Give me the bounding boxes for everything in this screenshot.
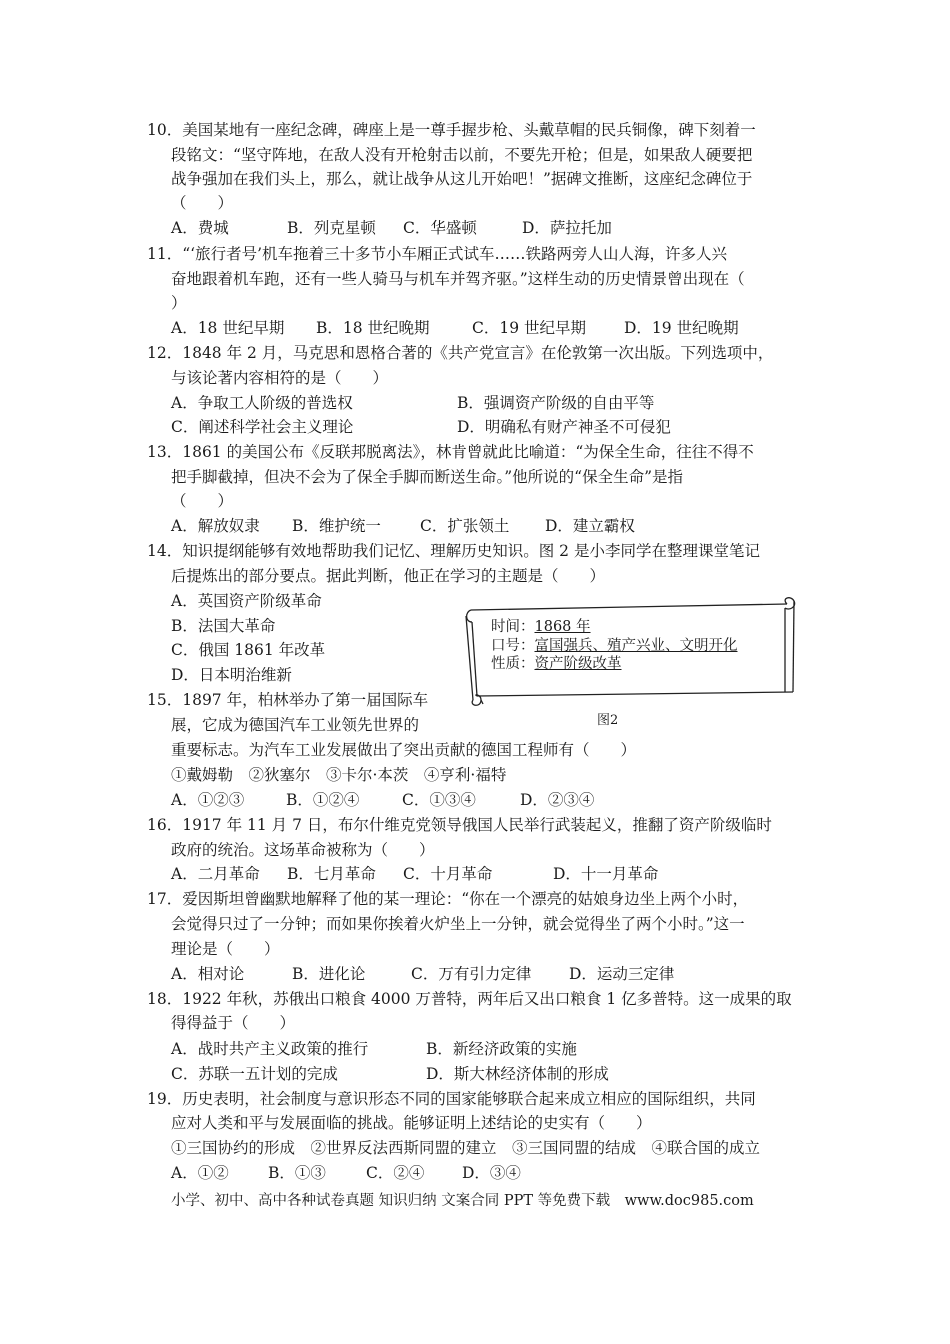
q11-option-c: C．19 世纪早期	[472, 319, 587, 337]
q12-option-b: B．强调资产阶级的自由平等	[457, 394, 655, 412]
q19-option-d: D．③④	[462, 1164, 521, 1182]
q11-option-a: A．18 世纪早期	[171, 319, 285, 337]
q15-line-1: 15．1897 年，柏林举办了第一届国际车	[147, 691, 429, 709]
q14-option-a: A．英国资产阶级革命	[171, 592, 322, 610]
q15-option-c: C．①③④	[402, 791, 476, 809]
figure-2-caption: 图2	[597, 713, 619, 728]
q18-line-2: 得得益于（ ）	[171, 1014, 296, 1032]
q15-option-a: A．①②③	[171, 791, 245, 809]
q14-option-b: B．法国大革命	[171, 617, 276, 635]
q13-line-2: 把手脚截掉，但决不会为了保全手脚而断送生命。”他所说的“保全生命”是指	[171, 468, 684, 486]
q10-option-a: A．费城	[171, 219, 229, 237]
q11-option-b: B．18 世纪晚期	[316, 319, 430, 337]
q14-line-1: 14．知识提纲能够有效地帮助我们记忆、理解历史知识。图 2 是小李同学在整理课堂笔记	[147, 542, 760, 560]
q17-line-1: 17．爱因斯坦曾幽默地解释了他的某一理论：“你在一个漂亮的姑娘身边坐上两个小时，	[147, 890, 749, 908]
q12-option-d: D．明确私有财产神圣不可侵犯	[457, 418, 671, 436]
q13-line-1: 13．1861 的美国公布《反联邦脱离法》，林肯曾就此比喻道：“为保全生命，往往不得不	[147, 443, 754, 461]
q12-option-a: A．争取工人阶级的普选权	[171, 394, 353, 412]
figure-2-nature: 性质：资产阶级改革	[491, 656, 622, 672]
q12-line-1: 12．1848 年 2 月，马克思和恩格合著的《共产党宣言》在伦敦第一次出版。下列选项中，	[147, 344, 774, 362]
figure-2-slogan: 口号：富国强兵、殖产兴业、文明开化	[491, 638, 738, 654]
q18-option-c: C．苏联一五计划的完成	[171, 1065, 338, 1083]
q19-line-3: ①三国协约的形成 ②世界反法西斯同盟的建立 ③三国同盟的结成 ④联合国的成立	[171, 1139, 761, 1157]
q12-line-2: 与该论著内容相符的是（ ）	[171, 369, 389, 387]
q18-option-a: A．战时共产主义政策的推行	[171, 1040, 369, 1058]
footer-download-note: 小学、初中、高中各种试卷真题 知识归纳 文案合同 PPT 等免费下载 www.doc985.com	[171, 1193, 754, 1209]
q15-option-b: B．①②④	[286, 791, 360, 809]
q17-option-b: B．进化论	[292, 965, 366, 983]
q11-line-1: 11．“‘旅行者号’机车拖着三十多节小车厢正式试车……铁路两旁人山人海，许多人兴	[147, 245, 728, 263]
q10-option-c: C．华盛顿	[403, 219, 477, 237]
q17-line-2: 会觉得只过了一分钟；而如果你挨着火炉坐上一分钟，就会觉得坐了两个小时。”这一	[171, 915, 745, 933]
q12-option-c: C．阐述科学社会主义理论	[171, 418, 354, 436]
q10-line-1: 10．美国某地有一座纪念碑，碑座上是一尊手握步枪、头戴草帽的民兵铜像，碑下刻着一	[147, 121, 756, 139]
q19-option-c: C．②④	[366, 1164, 425, 1182]
q19-option-b: B．①③	[268, 1164, 326, 1182]
q13-option-a: A．解放奴隶	[171, 517, 260, 535]
q11-line-2: 奋地跟着机车跑，还有一些人骑马与机车并驾齐驱。”这样生动的历史情景曾出现在（	[171, 270, 745, 288]
q17-option-c: C．万有引力定律	[411, 965, 532, 983]
q18-option-b: B．新经济政策的实施	[426, 1040, 577, 1058]
q15-option-d: D．②③④	[520, 791, 595, 809]
q14-line-2: 后提炼出的部分要点。据此判断，他正在学习的主题是（ ）	[171, 567, 606, 585]
q13-option-b: B．维护统一	[292, 517, 381, 535]
q16-line-1: 16．1917 年 11 月 7 日，布尔什维克党领导俄国人民举行武装起义，推翻了资产阶级临时	[147, 816, 772, 834]
q15-line-2: 展，它成为德国汽车工业领先世界的	[171, 716, 420, 734]
q10-line-3: 战争强加在我们头上，那么，就让战争从这儿开始吧！”据碑文推断，这座纪念碑位于	[171, 170, 753, 188]
q13-line-3: （ ）	[171, 492, 234, 510]
q17-option-d: D．运动三定律	[569, 965, 675, 983]
q14-option-d: D．日本明治维新	[171, 666, 292, 684]
q10-line-2: 段铭文：“坚守阵地，在敌人没有开枪射击以前，不要先开枪；但是，如果敌人硬要把	[171, 146, 753, 164]
q16-line-2: 政府的统治。这场革命被称为（ ）	[171, 841, 435, 859]
figure-2-time: 时间：1868 年	[491, 619, 591, 635]
q10-line-4: （ ）	[171, 194, 234, 212]
q16-option-c: C．十月革命	[403, 865, 493, 883]
figure-2-scroll	[463, 596, 799, 708]
q18-option-d: D．斯大林经济体制的形成	[426, 1065, 609, 1083]
q16-option-b: B．七月革命	[287, 865, 376, 883]
q19-option-a: A．①②	[171, 1164, 229, 1182]
q11-option-d: D．19 世纪晚期	[624, 319, 739, 337]
q18-line-1: 18．1922 年秋，苏俄出口粮食 4000 万普特，两年后又出口粮食 1 亿多普特。这一成果的取	[147, 990, 792, 1008]
q10-option-d: D．萨拉托加	[522, 219, 612, 237]
q10-option-b: B．列克星顿	[287, 219, 376, 237]
q13-option-c: C．扩张领土	[420, 517, 510, 535]
q17-line-3: 理论是（ ）	[171, 940, 280, 958]
q19-line-2: 应对人类和平与发展面临的挑战。能够证明上述结论的史实有（ ）	[171, 1114, 652, 1132]
q15-line-4: ①戴姆勒 ②狄塞尔 ③卡尔·本茨 ④亨利·福特	[171, 766, 507, 784]
q16-option-d: D．十一月革命	[553, 865, 659, 883]
q16-option-a: A．二月革命	[171, 865, 260, 883]
q14-option-c: C．俄国 1861 年改革	[171, 641, 326, 659]
q17-option-a: A．相对论	[171, 965, 245, 983]
q11-line-3: ）	[171, 294, 187, 312]
q13-option-d: D．建立霸权	[545, 517, 635, 535]
q15-line-3: 重要标志。为汽车工业发展做出了突出贡献的德国工程师有（ ）	[171, 741, 637, 759]
q19-line-1: 19．历史表明，社会制度与意识形态不同的国家能够联合起来成立相应的国际组织，共同	[147, 1090, 756, 1108]
